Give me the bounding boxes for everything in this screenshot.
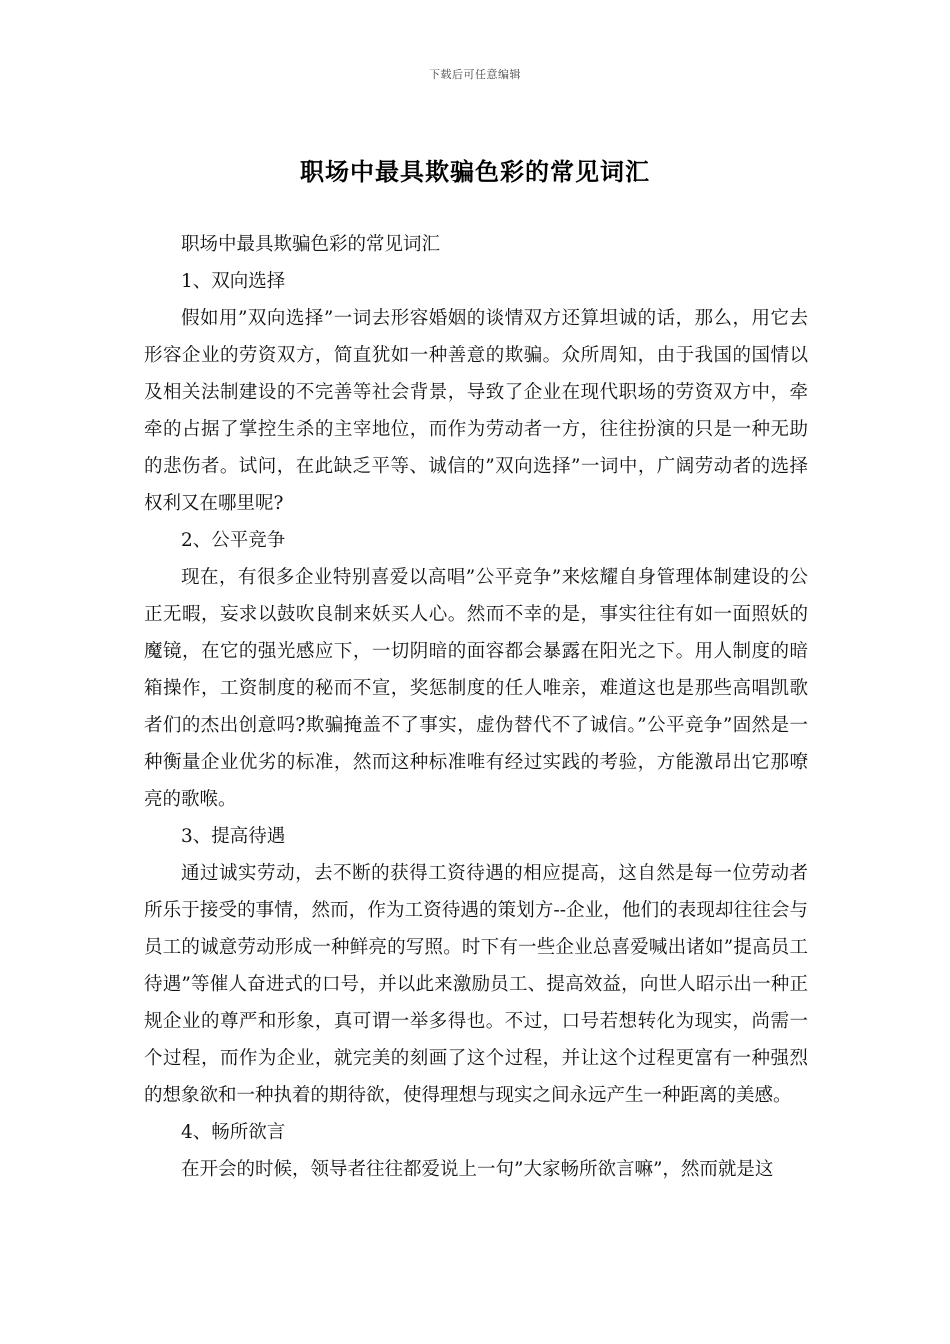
intro-line: 职场中最具欺骗色彩的常见词汇 [181, 234, 441, 255]
section-paragraph: 通过诚实劳动，去不断的获得工资待遇的相应提高，这自然是每一位劳动者所乐于接受的事情，然而，作为工资待遇的策划方--企业，他们的表现却往往会与员工的诚意劳动形成一种鲜亮的写照。时下有一些企业总喜爱喊出诸如”提高员工待遇”等催人奋进式的口号，并以此来激励员工、提高效益，向世人昭示出一种正规企业的尊严和形象，真可谓一举多得也。不过，口号若想转化为现实，尚需一个过程，而作为企业，就完美的刻画了这个过程，并让这个过程更富有一种强烈的想象欲和一种执着的期待欲，使得理想与现实之间永远产生一种距离的美感。 [144, 863, 808, 1106]
section-heading: 2、公平竞争 [181, 530, 286, 551]
section-heading: 1、双向选择 [181, 271, 286, 292]
document-body [144, 226, 808, 1188]
section-paragraph: 现在，有很多企业特别喜爱以高唱”公平竞争”来炫耀自身管理体制建设的公正无暇，妄求以鼓吹良制来妖买人心。然而不幸的是，事实往往有如一面照妖的魔镜，在它的强光感应下，一切阴暗的面容都会暴露在阳光之下。用人制度的暗箱操作，工资制度的秘而不宣，奖惩制度的任人唯亲，难道这也是那些高唱凯歌者们的杰出创意吗?欺骗掩盖不了事实，虚伪替代不了诚信。”公平竞争”固然是一种衡量企业优劣的标准，然而这种标准唯有经过实践的考验，方能激昂出它那嘹亮的歌喉。 [144, 567, 808, 810]
section-heading: 3、提高待遇 [181, 826, 286, 847]
document-title: 职场中最具欺骗色彩的常见词汇 [300, 157, 650, 186]
header-note: 下载后可任意编辑 [429, 68, 521, 81]
section-paragraph: 在开会的时候，领导者往往都爱说上一句”大家畅所欲言嘛”，然而就是这 [181, 1159, 774, 1180]
section-heading: 4、畅所欲言 [181, 1122, 286, 1143]
section-paragraph: 假如用”双向选择”一词去形容婚姻的谈情双方还算坦诚的话，那么，用它去形容企业的劳资双方，简直犹如一种善意的欺骗。众所周知，由于我国的国情以及相关法制建设的不完善等社会背景，导致了企业在现代职场的劳资双方中，牵牵的占据了掌控生杀的主宰地位，而作为劳动者一方，往往扮演的只是一种无助的悲伤者。试问，在此缺乏平等、诚信的”双向选择”一词中，广阔劳动者的选择权利又在哪里呢? [144, 308, 808, 514]
